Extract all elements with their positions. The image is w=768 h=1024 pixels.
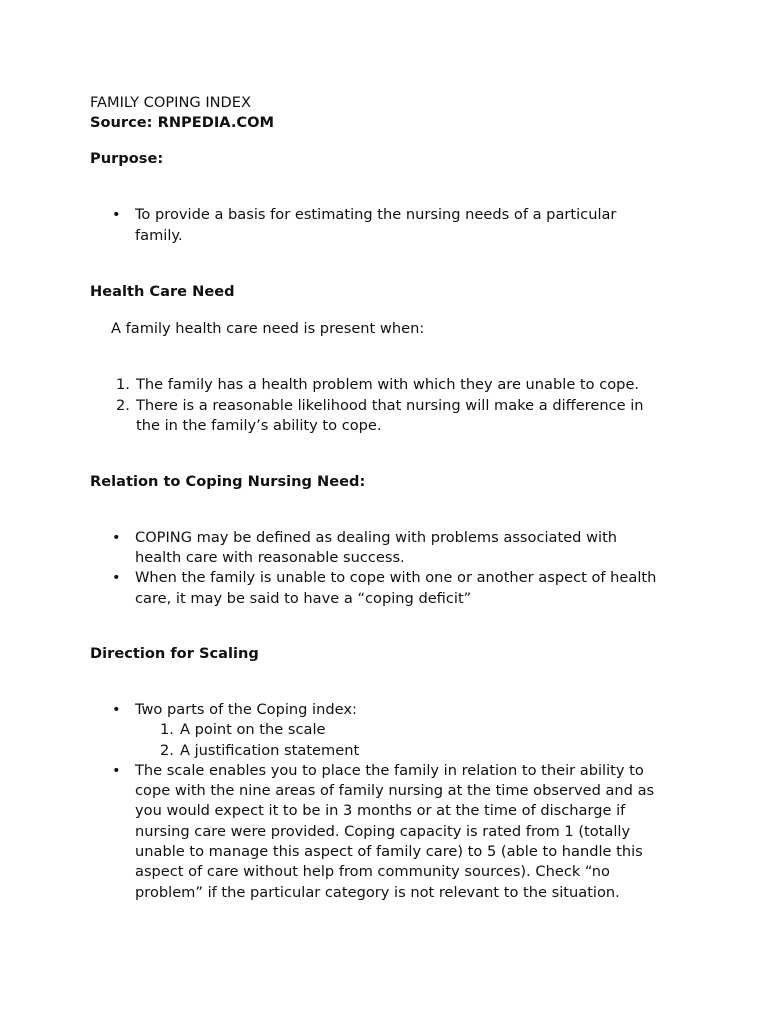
direction-subitem-number: 2.: [160, 742, 174, 759]
direction-bullet-marker: •: [112, 762, 121, 779]
direction-subitem-text: A justification statement: [180, 742, 360, 759]
relation-bullet-line: health care with reasonable success.: [135, 549, 405, 566]
direction-bullet-line: aspect of care without help from community sources). Check “no: [135, 863, 610, 880]
direction-bullet-line: The scale enables you to place the family in relation to their ability to: [135, 762, 644, 779]
direction-bullet-line: cope with the nine areas of family nursing at the time observed and as: [135, 782, 655, 799]
relation-bullet-marker: •: [112, 529, 121, 546]
direction-bullet-line: you would expect it to be in 3 months or at the time of discharge if: [135, 802, 626, 819]
health-care-need-heading: Health Care Need: [90, 283, 235, 300]
relation-bullet-line: care, it may be said to have a “coping deficit”: [135, 590, 472, 607]
direction-bullet-line: Two parts of the Coping index:: [135, 701, 357, 718]
direction-subitem-text: A point on the scale: [180, 721, 326, 738]
document-source: Source: RNPEDIA.COM: [90, 114, 274, 131]
health-item-number: 1.: [116, 376, 130, 393]
health-item-line: the in the family’s ability to cope.: [136, 417, 382, 434]
health-item-number: 2.: [116, 397, 130, 414]
document-title: FAMILY COPING INDEX: [90, 94, 252, 111]
direction-bullet-marker: •: [112, 701, 121, 718]
health-care-need-intro: A family health care need is present when:: [111, 320, 425, 337]
relation-bullet-line: COPING may be defined as dealing with problems associated with: [135, 529, 618, 546]
purpose-bullet-marker: •: [112, 206, 121, 223]
relation-bullet-line: When the family is unable to cope with one or another aspect of health: [135, 569, 657, 586]
relation-heading: Relation to Coping Nursing Need:: [90, 473, 366, 490]
direction-bullet-line: problem” if the particular category is not relevant to the situation.: [135, 884, 620, 901]
health-item-line: There is a reasonable likelihood that nursing will make a difference in: [136, 397, 644, 414]
purpose-bullet-line: family.: [135, 227, 183, 244]
purpose-bullet-line: To provide a basis for estimating the nursing needs of a particular: [135, 206, 617, 223]
purpose-heading: Purpose:: [90, 150, 164, 167]
direction-bullet-line: nursing care were provided. Coping capacity is rated from 1 (totally: [135, 823, 631, 840]
direction-heading: Direction for Scaling: [90, 645, 259, 662]
direction-subitem-number: 1.: [160, 721, 174, 738]
relation-bullet-marker: •: [112, 569, 121, 586]
direction-bullet-line: unable to manage this aspect of family care) to 5 (able to handle this: [135, 843, 643, 860]
health-item-line: The family has a health problem with which they are unable to cope.: [136, 376, 640, 393]
